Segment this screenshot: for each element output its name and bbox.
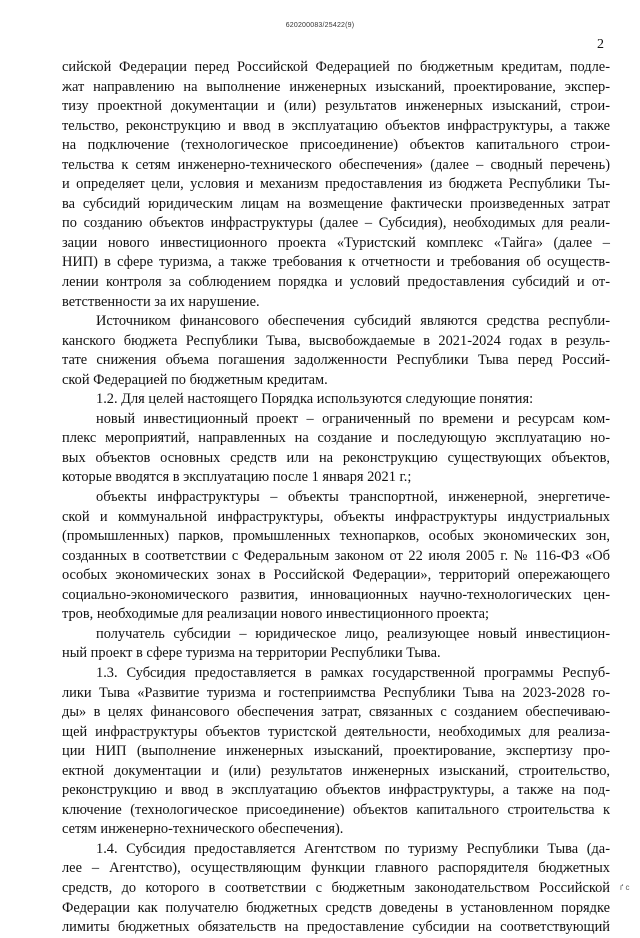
text-line: объекты инфраструктуры – объекты транспортной, инженерной, энергетиче- [96,489,610,506]
text-line: зации нового инвестиционного проекта «Туристский комплекс «Тайга» (далее – [62,234,610,251]
text-line: тельство, реконструкцию и ввод в эксплуатацию объектов инфраструктуры, а также [62,117,610,134]
text-line: на подключение (технологическое присоединение) объектов капитального строи- [62,137,610,154]
text-line: лении контроля за соблюдением порядка и условий предоставления субсидий и от- [62,274,610,291]
text-line: сийской Федерации перед Российской Федерацией по бюджетным кредитам, подле- [62,59,610,75]
text-line: тельства к сетям инженерно-технического обеспечения» (далее – сводный перечень) [62,156,610,173]
corner-mark: ґ с [620,883,630,892]
text-line: которые вводятся в эксплуатацию после 1 января 2021 г.; [62,469,412,486]
text-line: 1.4. Субсидия предоставляется Агентством по туризму Республики Тыва (да- [96,840,610,857]
text-line: ва субсидий юридическим лицам на возмещение фактически произведенных затрат [62,195,610,212]
text-line: щей инфраструктуры объектов туристской деятельности, необходимых для реализа- [62,723,610,740]
text-line: тров, необходимые для реализации нового инвестиционного проекта; [62,606,489,623]
text-line: 1.3. Субсидия предоставляется в рамках государственной программы Респуб- [96,664,610,681]
text-line: ской и коммунальной инфраструктуры, объекты инфраструктуры индустриальных [62,508,610,525]
text-line: реконструкцию и ввод в эксплуатацию объектов инфраструктуры, а также на под- [62,782,610,799]
text-line: тате снижения объема погашения задолженности Республики Тыва перед Россий- [62,352,610,369]
page-number: 2 [597,37,604,52]
text-line: ный проект в сфере туризма на территории Республики Тыва. [62,645,441,662]
text-line: лимиты бюджетных обязательств на предоставление субсидии на соответствующий [62,919,610,936]
text-line: средств, до которого в соответствии с бюджетным законодательством Российской [62,879,610,896]
text-line: ской Федерацией по бюджетным кредитам. [62,371,328,388]
text-line: ектной документации и (или) результатов инженерных изысканий, строительство, [62,762,610,779]
text-line: (промышленных) парков, промышленных технопарков, особых экономических зон, [62,528,610,545]
body-text [62,58,610,938]
text-line: Источником финансового обеспечения субсидий являются средства республи- [96,313,610,330]
text-line: Федерации как получателю бюджетных средств доведены в установленном порядке [62,899,610,916]
text-line: ветственности за их нарушение. [62,293,260,310]
text-line: социально-экономического развития, инновационных научно-технологических цен- [62,586,610,603]
text-line: НИП) в сфере туризма, а также требования к отчетности и требования об осуществ- [62,254,610,271]
text-line: лее – Агентство), осуществляющим функции главного распорядителя бюджетных [62,860,610,877]
text-line: получатель субсидии – юридическое лицо, реализующее новый инвестицион- [96,625,610,642]
text-line: вых объектов основных средств или на реконструкцию существующих объектов, [62,449,610,466]
text-line: новый инвестиционный проект – ограниченный по времени и ресурсам ком- [96,410,610,427]
text-line: плекс мероприятий, направленных на создание и последующую эксплуатацию но- [62,430,610,447]
text-line: ключение (технологическое присоединение) объектов капитального строительства к [62,801,610,818]
text-line: и определяет цели, условия и механизм предоставления из бюджета Республики Ты- [62,176,610,193]
document-id: 620200083/25422(9) [285,22,355,29]
text-line: 1.2. Для целей настоящего Порядка используются следующие понятия: [96,391,534,408]
text-line: лики Тыва «Развитие туризма и гостеприимства Республики Тыва на 2023-2028 го- [62,684,610,701]
text-line: канского бюджета Республики Тыва, высвобождаемые в 2021-2024 годах в резуль- [62,332,610,349]
text-line: сетям инженерно-технического обеспечения). [62,821,344,838]
text-line: особых экономических зонах в Российской Федерации», территорий опережающего [62,567,610,584]
text-line: ды» в целях финансового обеспечения затрат, связанных с созданием обеспечиваю- [62,704,610,721]
text-line: ции НИП (выполнение инженерных изысканий, проектирование, экспертизу про- [62,743,610,760]
text-line: жат направлению на выполнение инженерных изысканий, проектирование, экспер- [62,78,610,95]
text-line: по созданию объектов инфраструктуры (далее – Субсидия), необходимых для реали- [62,215,610,232]
text-line: созданных в соответствии с Федеральным законом от 22 июля 2005 г. № 116-ФЗ «Об [62,547,610,564]
text-line: тизу проектной документации и (или) результатов инженерных изысканий, строи- [62,98,610,115]
